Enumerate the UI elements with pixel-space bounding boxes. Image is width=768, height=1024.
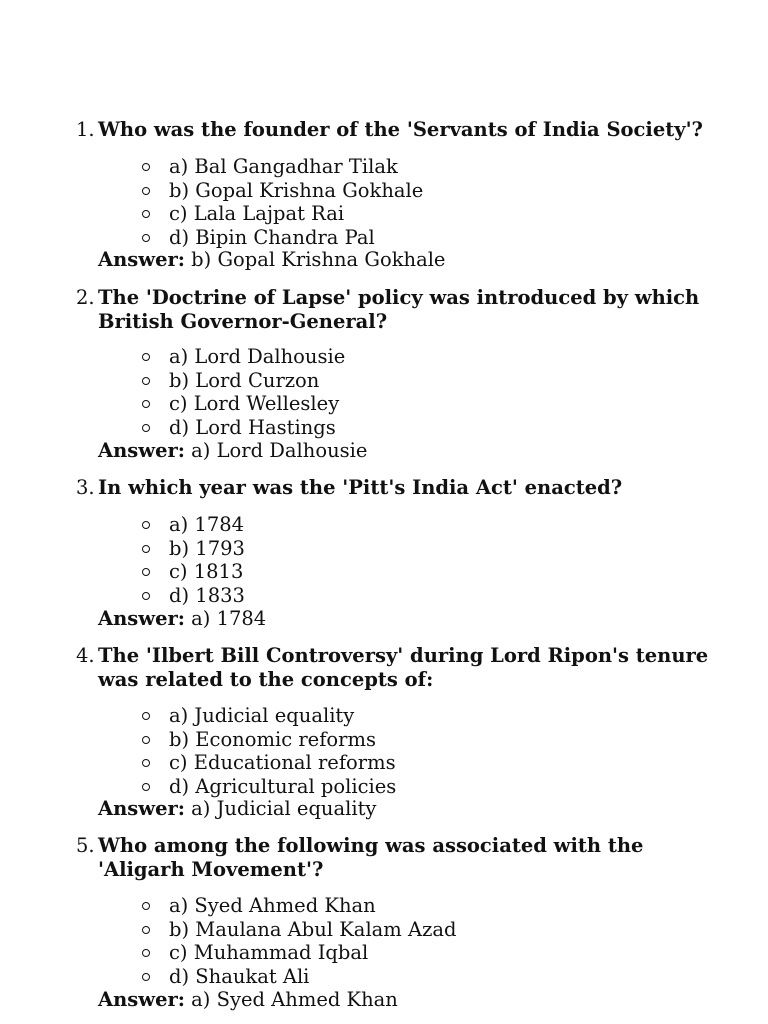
bullet-icon: [142, 783, 150, 791]
bullet-icon: [142, 973, 150, 981]
option-c: [0, 941, 456, 965]
option-list: [0, 155, 423, 249]
bullet-icon: [142, 187, 150, 195]
option-label: d) Agricultural policies: [169, 774, 397, 798]
answer-value: a) Judicial equality: [191, 797, 377, 820]
question-text: The 'Ilbert Bill Controversy' during Lord Ripon's tenure was related to the concepts of:: [98, 644, 709, 691]
question-number: 4.: [76, 644, 95, 667]
option-label: d) 1833: [169, 583, 245, 607]
bullet-icon: [142, 163, 150, 171]
answer-label: Answer:: [98, 439, 185, 462]
question-text: In which year was the 'Pitt's India Act' enacted?: [98, 476, 623, 499]
answer-value: a) 1784: [191, 607, 267, 630]
bullet-icon: [142, 521, 150, 529]
question-text: Who among the following was associated with the 'Aligarh Movement'?: [98, 834, 644, 881]
option-label: a) Lord Dalhousie: [169, 345, 346, 368]
option-a: [0, 704, 396, 728]
question-number: 2.: [76, 286, 95, 309]
answer-value: a) Syed Ahmed Khan: [191, 988, 398, 1011]
bullet-icon: [142, 949, 150, 957]
option-label: a) 1784: [169, 513, 245, 536]
option-d: [0, 775, 396, 799]
bullet-icon: [142, 568, 150, 576]
option-a: [0, 155, 423, 179]
option-label: c) Muhammad Iqbal: [169, 941, 369, 965]
answer-label: Answer:: [98, 248, 185, 271]
bullet-icon: [142, 377, 150, 385]
answer-line: [98, 248, 445, 272]
option-label: a) Judicial equality: [169, 704, 355, 727]
answer-label: Answer:: [98, 988, 185, 1011]
option-label: b) Lord Curzon: [169, 368, 320, 392]
option-c: [0, 560, 245, 584]
question-number: 1.: [76, 118, 95, 141]
question-number: 3.: [76, 476, 95, 499]
question-text: Who was the founder of the 'Servants of India Society'?: [98, 118, 703, 141]
question-5: [0, 834, 768, 1011]
option-label: a) Bal Gangadhar Tilak: [169, 155, 398, 178]
option-c: [0, 751, 396, 775]
option-b: [0, 918, 456, 942]
option-label: c) Educational reforms: [169, 751, 396, 775]
answer-label: Answer:: [98, 797, 185, 820]
option-a: [0, 513, 245, 537]
option-label: b) Maulana Abul Kalam Azad: [169, 917, 457, 941]
option-b: [0, 179, 423, 203]
option-c: [0, 202, 423, 226]
option-label: c) 1813: [169, 560, 244, 584]
answer-value: a) Lord Dalhousie: [191, 439, 368, 462]
bullet-icon: [142, 759, 150, 767]
option-d: [0, 226, 423, 250]
question-number: 5.: [76, 834, 95, 857]
option-label: d) Bipin Chandra Pal: [169, 225, 375, 249]
option-list: [0, 704, 396, 798]
answer-line: [98, 439, 367, 463]
bullet-icon: [142, 210, 150, 218]
option-a: [0, 345, 345, 369]
bullet-icon: [142, 424, 150, 432]
bullet-icon: [142, 400, 150, 408]
answer-line: [98, 988, 398, 1012]
option-a: [0, 894, 456, 918]
option-label: c) Lala Lajpat Rai: [169, 202, 345, 226]
bullet-icon: [142, 926, 150, 934]
option-label: b) Gopal Krishna Gokhale: [169, 178, 424, 202]
answer-label: Answer:: [98, 607, 185, 630]
option-b: [0, 728, 396, 752]
option-label: a) Syed Ahmed Khan: [169, 894, 376, 917]
option-label: b) Economic reforms: [169, 727, 376, 751]
bullet-icon: [142, 545, 150, 553]
question-4: [0, 644, 768, 820]
option-b: [0, 537, 245, 561]
option-list: [0, 894, 456, 988]
answer-value: b) Gopal Krishna Gokhale: [191, 248, 446, 271]
question-1: [0, 118, 768, 271]
answer-line: [98, 797, 376, 821]
option-list: [0, 345, 345, 439]
bullet-icon: [142, 712, 150, 720]
bullet-icon: [142, 592, 150, 600]
option-c: [0, 392, 345, 416]
option-label: c) Lord Wellesley: [169, 392, 340, 416]
bullet-icon: [142, 234, 150, 242]
question-3: [0, 476, 768, 630]
answer-line: [98, 607, 266, 631]
option-d: [0, 584, 245, 608]
option-label: b) 1793: [169, 536, 245, 560]
bullet-icon: [142, 902, 150, 910]
question-text: The 'Doctrine of Lapse' policy was introduced by which British Governor-General?: [98, 286, 700, 333]
question-2: [0, 286, 768, 462]
option-label: d) Lord Hastings: [169, 415, 336, 439]
option-label: d) Shaukat Ali: [169, 964, 310, 988]
option-b: [0, 369, 345, 393]
option-d: [0, 416, 345, 440]
option-list: [0, 513, 245, 607]
option-d: [0, 965, 456, 989]
bullet-icon: [142, 353, 150, 361]
bullet-icon: [142, 736, 150, 744]
